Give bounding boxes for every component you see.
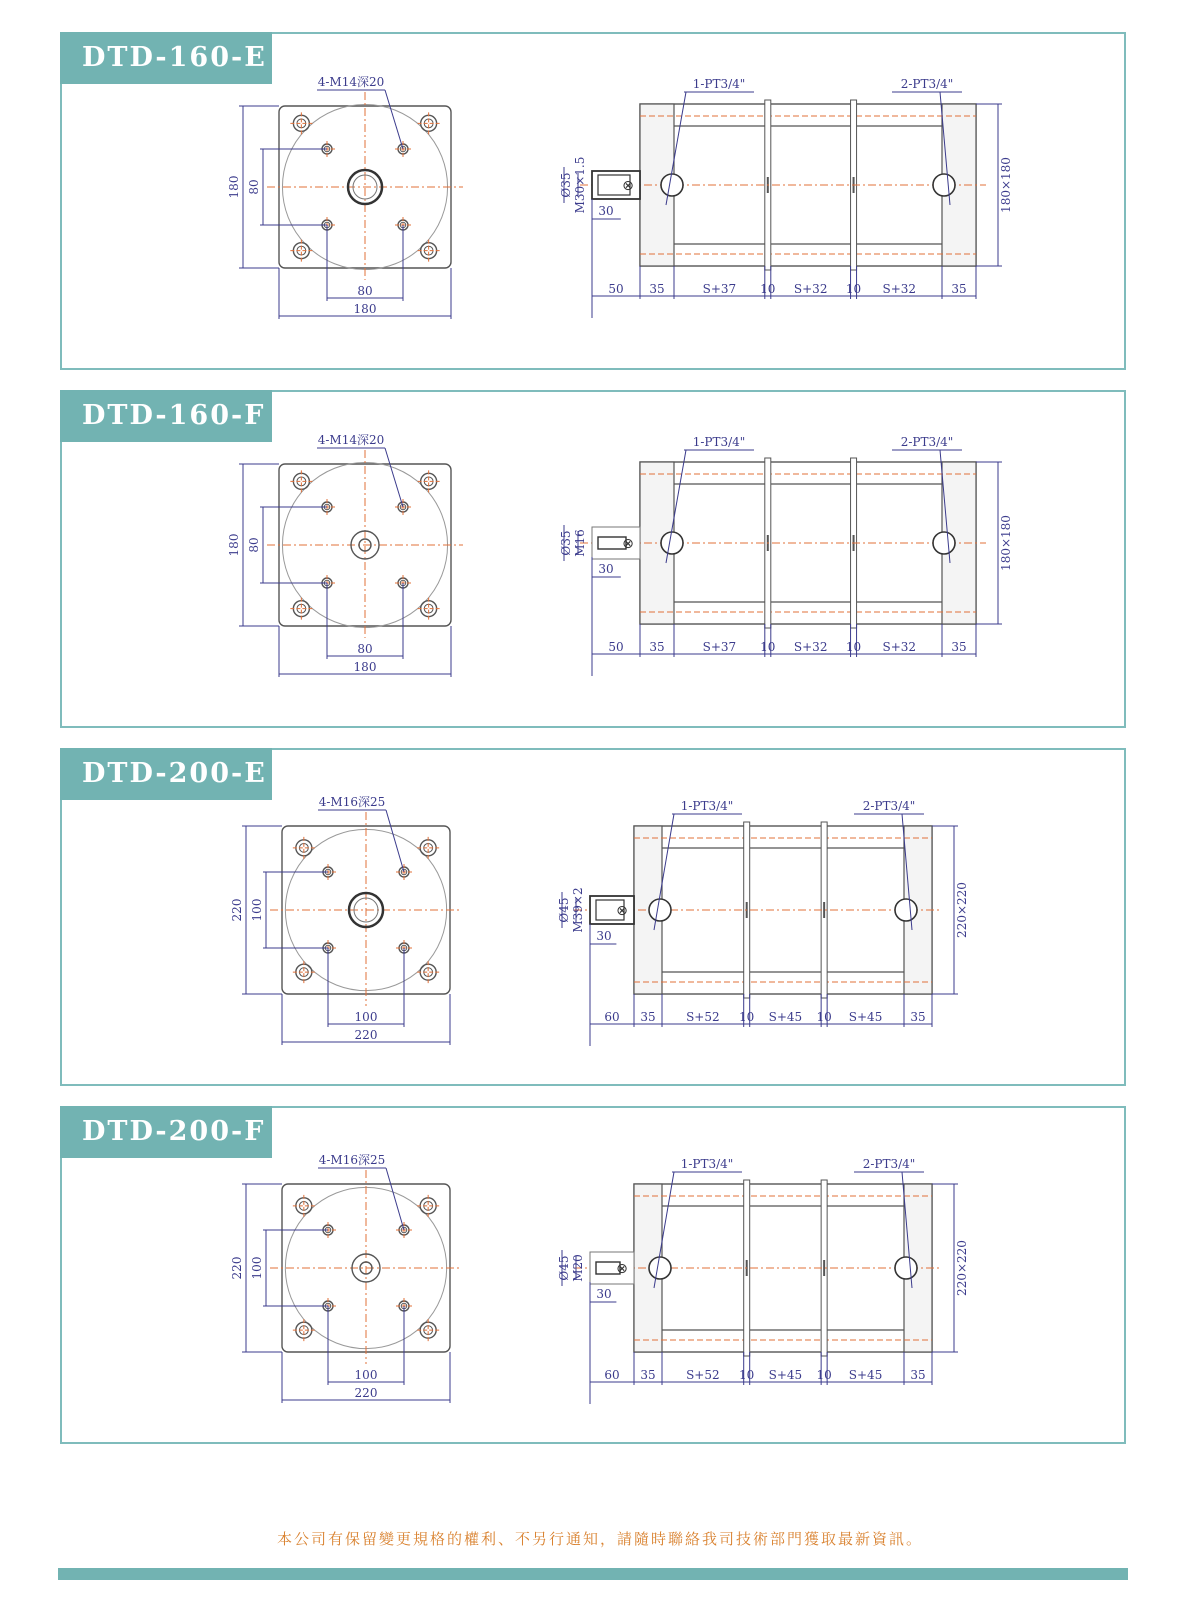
rod-thread-dim: M30×1.5 <box>573 156 587 214</box>
segment-dim: 10 <box>845 640 862 654</box>
segment-dim: 35 <box>951 282 967 296</box>
segment-dim: 10 <box>739 1010 755 1024</box>
inner-height-dim: 100 <box>250 1256 264 1280</box>
panel-dtd-160-e <box>60 32 1126 370</box>
port-1-label: 1-PT3/4" <box>692 77 746 91</box>
port-1 <box>661 532 683 554</box>
body-size-dim: 220×220 <box>955 882 969 938</box>
segment-dim: 10 <box>816 1010 832 1024</box>
wrench-flat-icon: ⊗ <box>622 178 634 194</box>
segment-dim: S+37 <box>702 640 737 654</box>
segment-dim: 50 <box>608 282 624 296</box>
inner-width-dim: 80 <box>357 642 373 656</box>
segment-dim: 60 <box>604 1010 620 1024</box>
outer-height-dim: 180 <box>227 533 241 557</box>
rod-length-dim: 30 <box>598 562 614 576</box>
port-2-label: 2-PT3/4" <box>862 1157 916 1171</box>
segment-dim: 10 <box>760 282 776 296</box>
rod-diameter-dim: Ø35 <box>559 172 573 198</box>
inner-width-dim: 100 <box>354 1010 378 1024</box>
footer-note: 本公司有保留變更規格的權利、不另行通知，請隨時聯絡我司技術部門獲取最新資訊。 <box>276 1530 923 1548</box>
outer-width-dim: 220 <box>354 1386 378 1400</box>
body-size-dim: 180×180 <box>999 515 1013 571</box>
panel-dtd-200-e <box>60 748 1126 1086</box>
segment-dim: S+32 <box>882 282 917 296</box>
wrench-flat-icon: ⊗ <box>616 903 628 919</box>
port-1 <box>649 1257 671 1279</box>
segment-dim: 50 <box>608 640 624 654</box>
drawing-dtd-200-e <box>62 750 1124 1084</box>
segment-dim: S+32 <box>793 640 828 654</box>
segment-dim: S+45 <box>848 1368 883 1382</box>
drawing-dtd-200-f <box>62 1108 1124 1442</box>
outer-width-dim: 220 <box>354 1028 378 1042</box>
segment-dim: S+32 <box>882 640 917 654</box>
port-2 <box>895 1257 917 1279</box>
port-2 <box>895 899 917 921</box>
model-title: DTD-200-F <box>60 1106 272 1158</box>
panel-dtd-200-f <box>60 1106 1126 1444</box>
rod-thread-dim: M16 <box>573 529 587 557</box>
rod-length-dim: 30 <box>596 1287 612 1301</box>
segment-dim: 10 <box>739 1368 755 1382</box>
segment-dim: S+45 <box>848 1010 883 1024</box>
segment-dim: S+37 <box>702 282 737 296</box>
outer-height-dim: 220 <box>230 898 244 922</box>
port-1-label: 1-PT3/4" <box>692 435 746 449</box>
segment-dim: 10 <box>760 640 776 654</box>
segment-dim: 35 <box>649 282 665 296</box>
panel-dtd-160-f <box>60 390 1126 728</box>
inner-height-dim: 80 <box>247 179 261 195</box>
rod-diameter-dim: Ø45 <box>557 1255 571 1281</box>
outer-width-dim: 180 <box>353 660 377 674</box>
port-1 <box>661 174 683 196</box>
rod-diameter-dim: Ø35 <box>559 530 573 556</box>
segment-dim: 60 <box>604 1368 620 1382</box>
inner-height-dim: 80 <box>247 537 261 553</box>
port-2-label: 2-PT3/4" <box>900 435 954 449</box>
segment-dim: S+52 <box>686 1368 720 1382</box>
segment-dim: S+45 <box>768 1368 803 1382</box>
drawing-dtd-160-f <box>62 392 1124 726</box>
port-2-label: 2-PT3/4" <box>862 799 916 813</box>
wrench-flat-icon: ⊗ <box>622 536 634 552</box>
hole-spec-label: 4-M16深25 <box>318 795 386 809</box>
outer-width-dim: 180 <box>353 302 377 316</box>
body-size-dim: 220×220 <box>955 1240 969 1296</box>
inner-height-dim: 100 <box>250 898 264 922</box>
rod-length-dim: 30 <box>596 929 612 943</box>
segment-dim: S+52 <box>686 1010 720 1024</box>
segment-dim: 35 <box>640 1010 656 1024</box>
hole-spec-label: 4-M16深25 <box>318 1153 386 1167</box>
hole-spec-label: 4-M14深20 <box>317 75 385 89</box>
segment-dim: 35 <box>640 1368 656 1382</box>
inner-width-dim: 80 <box>357 284 373 298</box>
model-title: DTD-160-E <box>60 32 272 84</box>
model-title: DTD-160-F <box>60 390 272 442</box>
hole-spec-label: 4-M14深20 <box>317 433 385 447</box>
segment-dim: 35 <box>951 640 967 654</box>
body-size-dim: 180×180 <box>999 157 1013 213</box>
outer-height-dim: 180 <box>227 175 241 199</box>
port-2 <box>933 174 955 196</box>
port-2 <box>933 532 955 554</box>
inner-width-dim: 100 <box>354 1368 378 1382</box>
outer-height-dim: 220 <box>230 1256 244 1280</box>
wrench-flat-icon: ⊗ <box>616 1261 628 1277</box>
segment-dim: S+32 <box>793 282 828 296</box>
segment-dim: 10 <box>816 1368 832 1382</box>
segment-dim: 35 <box>910 1010 926 1024</box>
rod-thread-dim: M20 <box>571 1254 585 1282</box>
segment-dim: 35 <box>649 640 665 654</box>
rod-thread-dim: M39×2 <box>571 887 585 933</box>
rod-length-dim: 30 <box>598 204 614 218</box>
segment-dim: 35 <box>910 1368 926 1382</box>
segment-dim: S+45 <box>768 1010 803 1024</box>
port-1-label: 1-PT3/4" <box>680 1157 734 1171</box>
port-1-label: 1-PT3/4" <box>680 799 734 813</box>
rod-diameter-dim: Ø45 <box>557 897 571 923</box>
segment-dim: 10 <box>845 282 862 296</box>
port-1 <box>649 899 671 921</box>
model-title: DTD-200-E <box>60 748 272 800</box>
footer-bar <box>58 1568 1128 1580</box>
port-2-label: 2-PT3/4" <box>900 77 954 91</box>
drawing-dtd-160-e <box>62 34 1124 368</box>
